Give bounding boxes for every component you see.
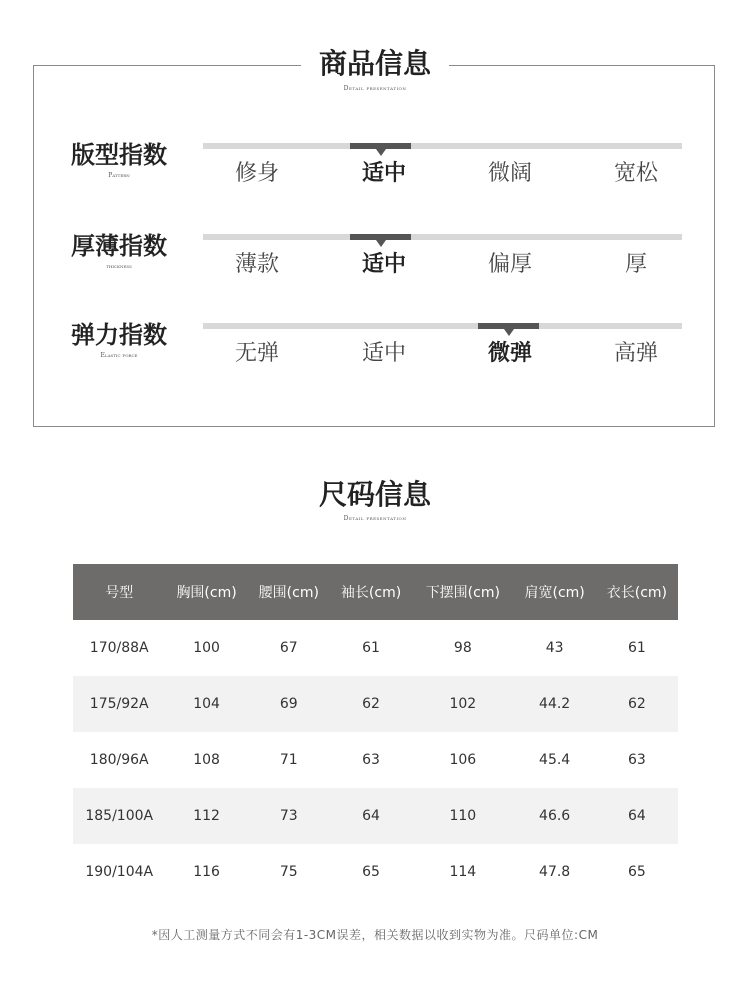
table-cell: 63: [362, 752, 380, 768]
marker-pointer-icon: [376, 240, 386, 247]
index-option: 微弹: [487, 341, 532, 366]
table-cell: 114: [449, 864, 477, 880]
table-cell: 180/96A: [89, 752, 149, 768]
index-option: 薄款: [234, 252, 279, 277]
table-cell: 112: [165, 788, 247, 844]
table-cell: 108: [193, 752, 220, 768]
table-cell: 175/92A: [73, 676, 165, 732]
marker-pointer-icon: [376, 149, 386, 156]
index-option: 适中: [361, 341, 406, 366]
index-marker: [350, 234, 411, 240]
index-track: [203, 234, 682, 240]
index-track: [203, 323, 682, 329]
table-cell: 98: [453, 640, 472, 656]
table-cell: 46.6: [514, 788, 596, 844]
table-cell: 65: [627, 864, 646, 880]
index-label: 弹力指数: [71, 321, 167, 349]
index-option: 适中: [361, 252, 406, 277]
table-row: [73, 844, 678, 900]
index-option: 厚: [624, 252, 647, 277]
index-label: 版型指数: [71, 141, 167, 169]
product-info-title-text: 商品信息: [301, 47, 449, 80]
table-row: [73, 676, 678, 732]
table-cell: 44.2: [514, 676, 596, 732]
table-cell: 69: [248, 676, 330, 732]
table-cell: 170/88A: [89, 640, 149, 656]
table-cell: 62: [596, 676, 678, 732]
table-row: [73, 732, 678, 788]
table-header-cell: 下摆围(cm): [412, 564, 513, 620]
index-marker: [350, 143, 411, 149]
table-cell: 64: [330, 788, 412, 844]
product-info-subtitle: Detail presentation: [343, 85, 407, 92]
table-header-cell: 肩宽(cm): [514, 564, 596, 620]
index-option: 高弹: [613, 341, 658, 366]
index-sublabel: thickness: [106, 263, 132, 270]
table-cell: 64: [596, 788, 678, 844]
size-info-subtitle: Detail presentation: [343, 515, 407, 522]
index-option: 宽松: [613, 161, 658, 186]
table-header-cell: 袖长(cm): [330, 564, 412, 620]
size-table-body: [73, 620, 678, 900]
table-cell: 190/104A: [85, 864, 154, 880]
table-row: [73, 620, 678, 676]
table-cell: 71: [279, 752, 298, 768]
index-label: 厚薄指数: [71, 232, 167, 260]
table-cell: 47.8: [539, 864, 571, 880]
index-option: 适中: [361, 161, 406, 186]
size-info-title-text: 尺码信息: [318, 478, 431, 511]
table-cell: 67: [279, 640, 298, 656]
measurement-note: *因人工测量方式不同会有1-3CM误差，相关数据以收到实物为准。尺码单位:CM: [151, 928, 599, 942]
index-option: 无弹: [234, 341, 279, 366]
table-cell: 73: [248, 788, 330, 844]
size-table: [73, 564, 678, 900]
table-header-cell: 号型: [73, 564, 165, 620]
index-sublabel: Pattern: [108, 172, 130, 179]
table-header-cell: 胸围(cm): [165, 564, 247, 620]
table-cell: 102: [412, 676, 513, 732]
table-header-cell: 腰围(cm): [248, 564, 330, 620]
table-cell: 61: [627, 640, 646, 656]
table-header-cell: 衣长(cm): [596, 564, 678, 620]
table-cell: 100: [193, 640, 220, 656]
marker-pointer-icon: [504, 329, 514, 336]
index-marker: [478, 323, 539, 329]
table-cell: 45.4: [539, 752, 571, 768]
table-cell: 116: [193, 864, 220, 880]
table-cell: 65: [362, 864, 380, 880]
index-option: 修身: [234, 161, 279, 186]
table-cell: 63: [627, 752, 646, 768]
table-cell: 185/100A: [73, 788, 165, 844]
table-cell: 106: [449, 752, 477, 768]
index-track: [203, 143, 682, 149]
table-cell: 62: [330, 676, 412, 732]
index-sublabel: Elastic force: [100, 352, 138, 359]
table-cell: 110: [412, 788, 513, 844]
table-cell: 61: [362, 640, 380, 656]
table-row: [73, 788, 678, 844]
size-info-title: [0, 478, 750, 512]
size-table-header-row: [73, 564, 678, 620]
table-cell: 75: [279, 864, 298, 880]
table-cell: 104: [165, 676, 247, 732]
index-option: 微阔: [487, 161, 532, 186]
table-cell: 43: [545, 640, 564, 656]
index-option: 偏厚: [487, 252, 532, 277]
product-info-title: [0, 47, 750, 81]
